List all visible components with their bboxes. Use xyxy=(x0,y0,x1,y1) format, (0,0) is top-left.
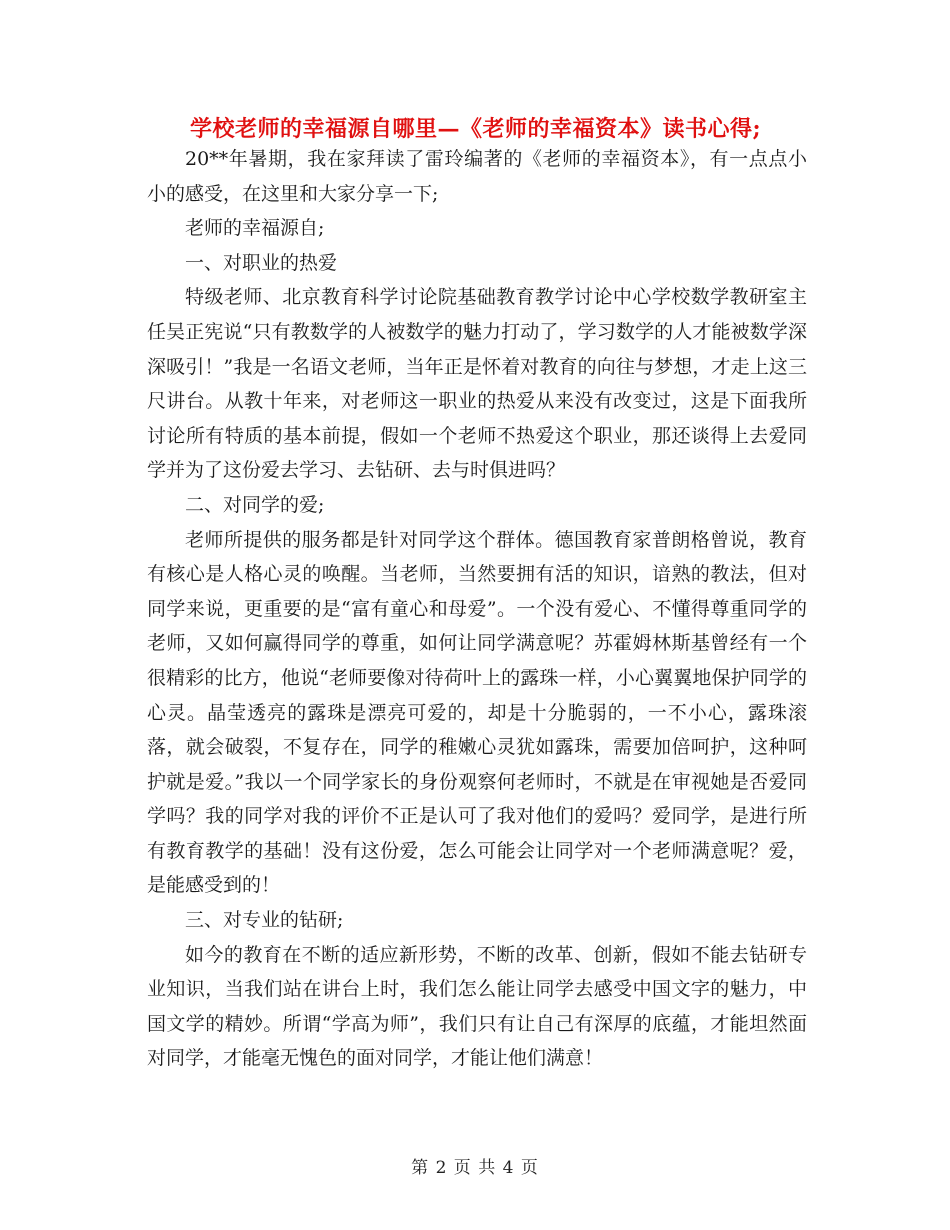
paragraph-career-love: 特级老师、北京教育科学讨论院基础教育教学讨论中心学校数学教研室主任吴正宪说“只有教数学的人被数学的魅力打动了，学习数学的人才能被数学深深吸引！”我是一名语文老师，当年正是怀着对教育的向往与梦想，才走上这三尺讲台。从教十年来，对老师这一职业的热爱从来没有改变过，这是下面我所讨论所有特质的基本前提，假如一个老师不热爱这个职业，那还谈得上去爱同学并为了这份爱去学习、去钻研、去与时俱进吗？ xyxy=(147,286,807,482)
section-heading-professional-study: 三、对专业的钻研; xyxy=(185,909,344,932)
paragraph-happiness-source: 老师的幸福源自; xyxy=(185,217,325,240)
paragraph-student-love: 老师所提供的服务都是针对同学这个群体。德国教育家普朗格曾说，教育有核心是人格心灵的唤醒。当老师，当然要拥有活的知识，谙熟的教法，但对同学来说，更重要的是“富有童心和母爱”。一个没有爱心、不懂得尊重同学的老师，又如何赢得同学的尊重，如何让同学满意呢？苏霍姆林斯基曾经有一个很精彩的比方，他说“老师要像对待荷叶上的露珠一样，小心翼翼地保护同学的心灵。晶莹透亮的露珠是漂亮可爱的，却是十分脆弱的，一不小心，露珠滚落，就会破裂，不复存在，同学的稚嫩心灵犹如露珠，需要加倍呵护，这种呵护就是爱。”我以一个同学家长的身份观察何老师时，不就是在审视她是否爱同学吗？我的同学对我的评价不正是认可了我对他们的爱吗？爱同学，是进行所有教育教学的基础！没有这份爱，怎么可能会让同学对一个老师满意呢？爱，是能感受到的！ xyxy=(147,528,807,897)
section-heading-career-love: 一、对职业的热爱 xyxy=(185,251,338,274)
document-body xyxy=(147,142,807,1076)
document-title: 学校老师的幸福源自哪里—《老师的幸福资本》读书心得; xyxy=(190,116,762,142)
page-number-footer: 第 2 页 共 4 页 xyxy=(411,1158,539,1178)
paragraph-professional-study: 如今的教育在不断的适应新形势，不断的改革、创新，假如不能去钻研专业知识，当我们站在讲台上时，我们怎么能让同学去感受中国文字的魅力，中国文学的精妙。所谓“学高为师”，我们只有让自己有深厚的底蕴，才能坦然面对同学，才能毫无愧色的面对同学，才能让他们满意！ xyxy=(147,943,807,1070)
paragraph-intro: 20**年暑期，我在家拜读了雷玲编著的《老师的幸福资本》，有一点点小小的感受，在这里和大家分享一下; xyxy=(147,148,807,205)
section-heading-student-love: 二、对同学的爱; xyxy=(185,493,325,516)
